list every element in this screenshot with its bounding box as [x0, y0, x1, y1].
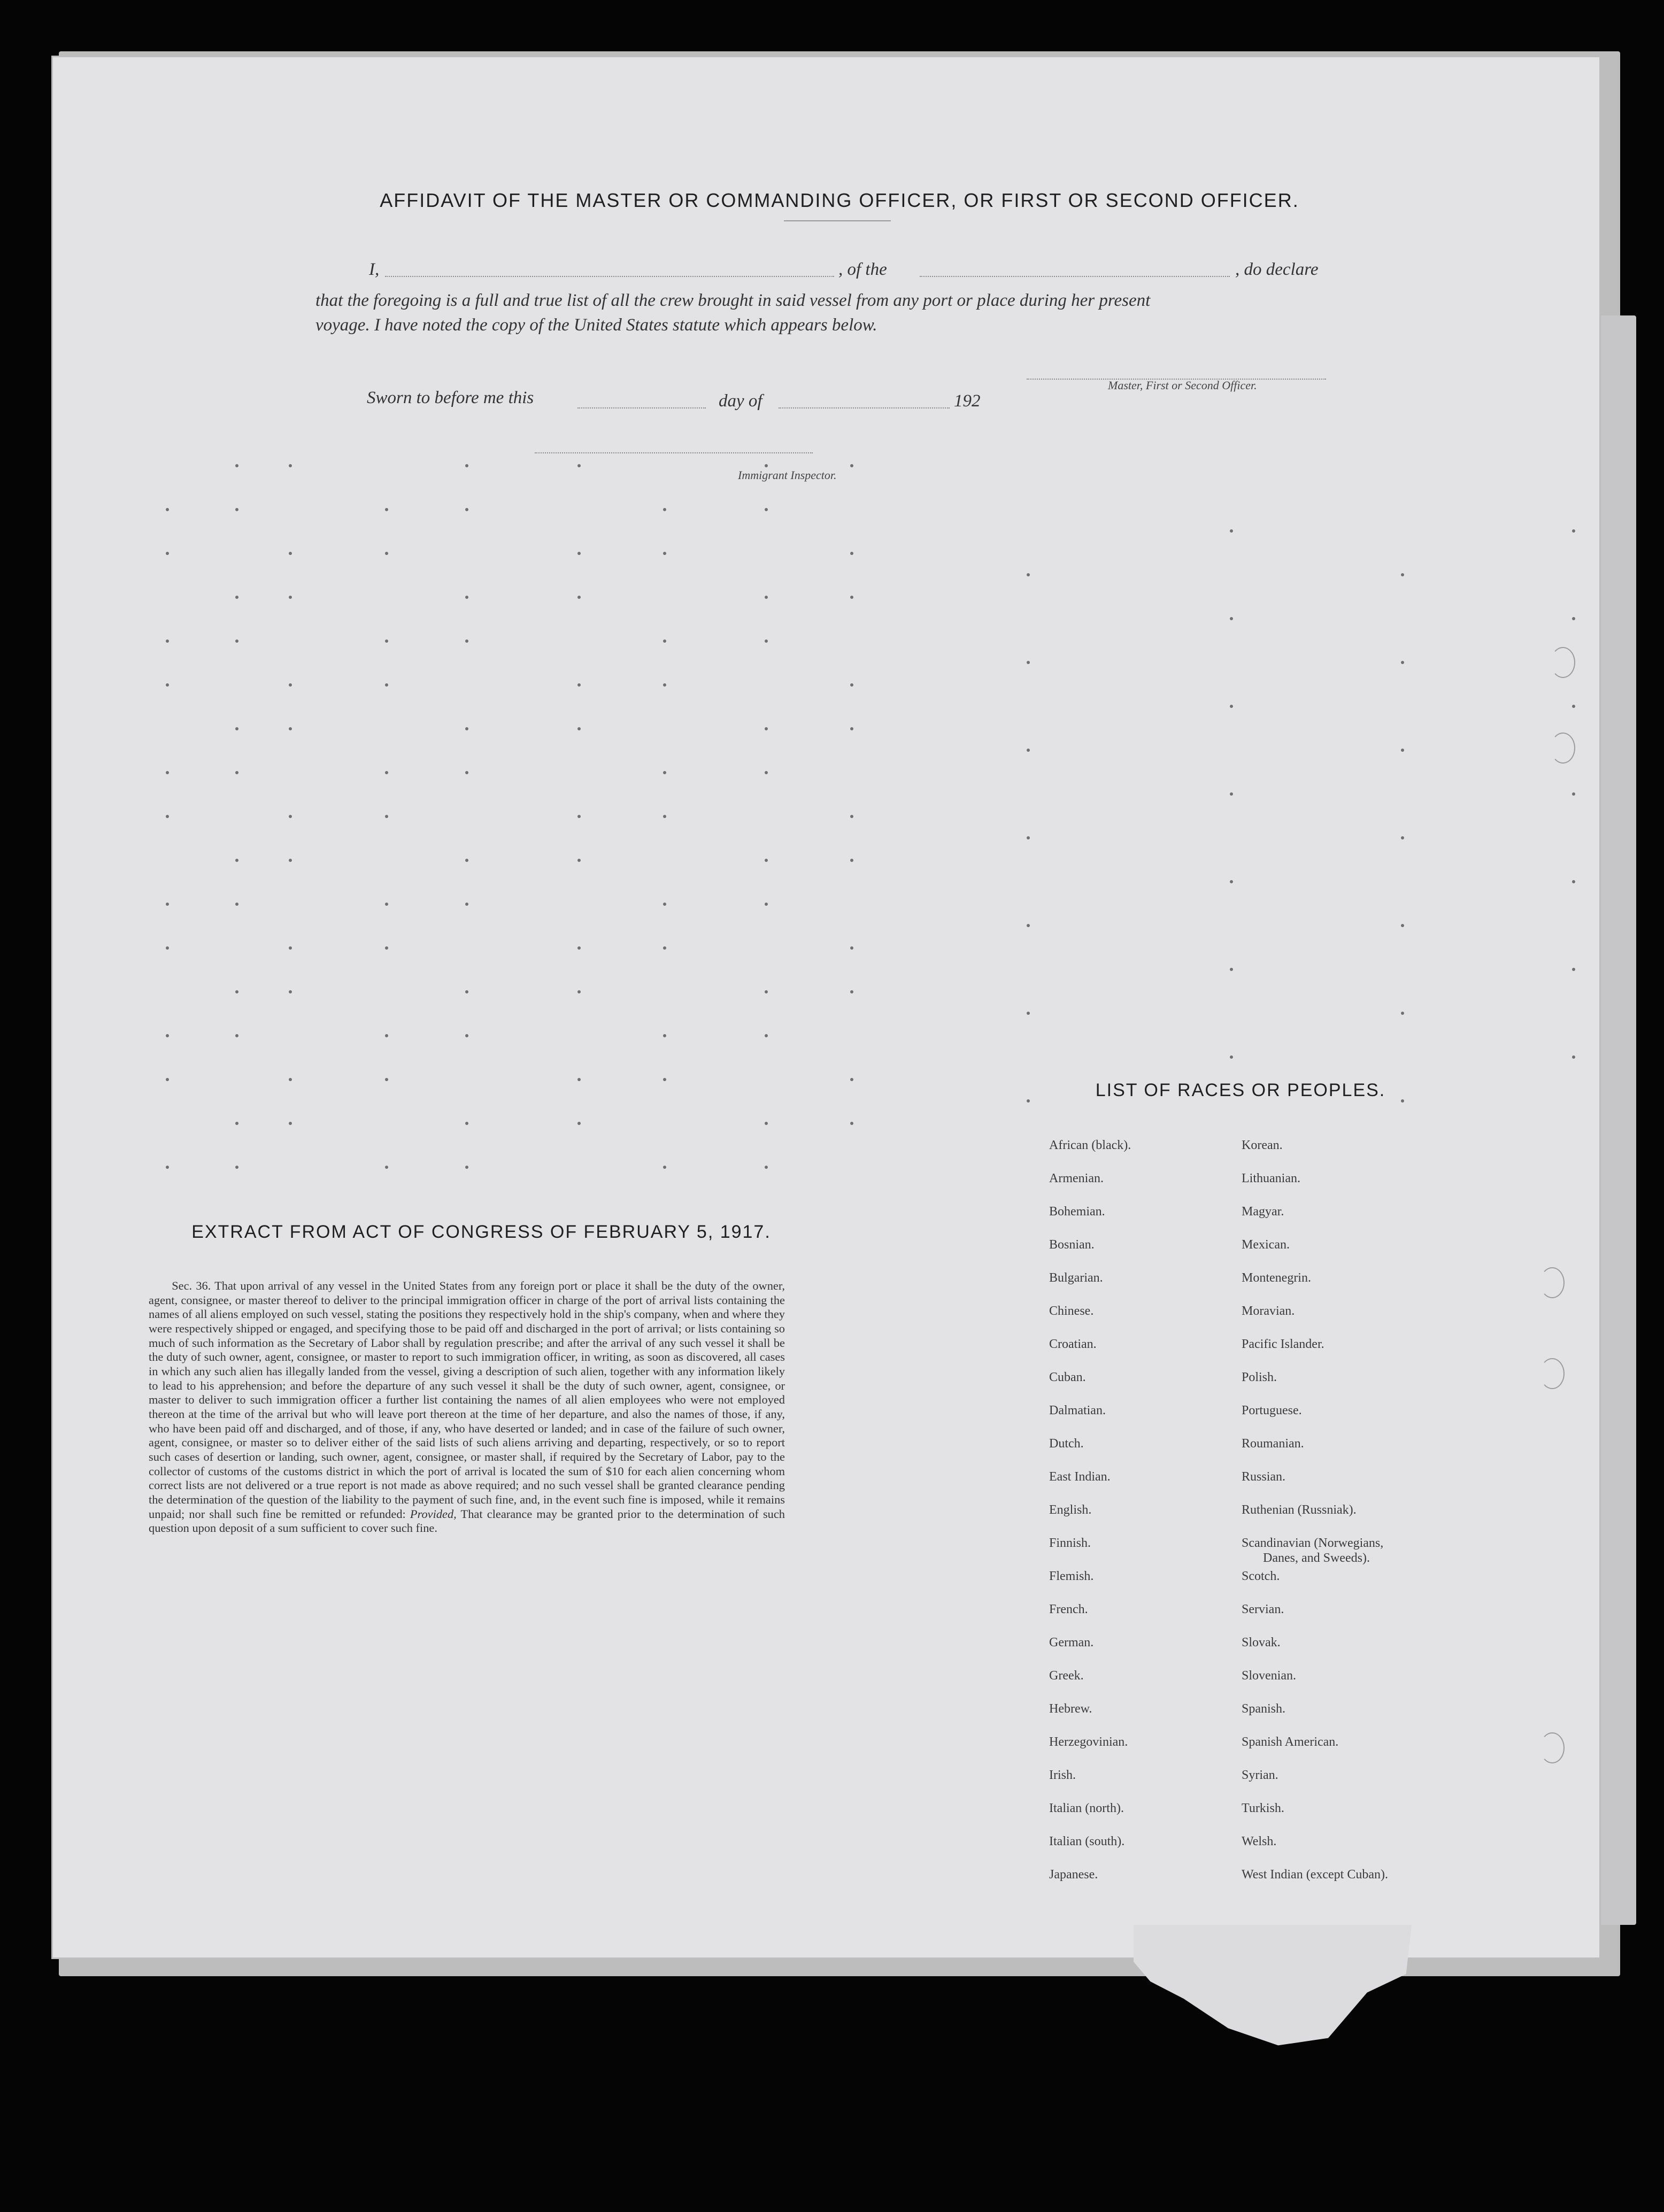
race-item: Turkish.	[1242, 1801, 1284, 1815]
race-item: Chinese.	[1049, 1304, 1094, 1318]
bleed-dot	[235, 771, 238, 774]
bleed-dot	[850, 859, 853, 862]
race-item: Finnish.	[1049, 1536, 1091, 1550]
bleed-dot	[166, 946, 169, 950]
race-item: Japanese.	[1049, 1868, 1098, 1882]
bleed-dot	[850, 990, 853, 993]
race-item: Dutch.	[1049, 1437, 1084, 1451]
bleed-dot	[765, 903, 768, 906]
affidavit-line-2: that the foregoing is a full and true list of all the crew brought in said vessel from any port or place during her present	[315, 291, 1151, 310]
bleed-dot	[577, 1122, 581, 1125]
bleed-dot	[166, 639, 169, 643]
bleed-dot	[385, 815, 388, 818]
race-item: Herzegovinian.	[1049, 1735, 1128, 1749]
bleed-dot	[289, 1122, 292, 1125]
statute-section: Sec. 36.	[172, 1279, 211, 1292]
bleed-dot	[663, 639, 666, 643]
extract-title: EXTRACT FROM ACT OF CONGRESS OF FEBRUARY 5, 1917.	[191, 1222, 771, 1242]
bleed-dot	[385, 508, 388, 511]
races-column-2	[1242, 1138, 1388, 1900]
race-item: Bosnian.	[1049, 1238, 1095, 1252]
bleed-dot	[235, 859, 238, 862]
bleed-dot	[465, 596, 468, 599]
bleed-dot	[1027, 1012, 1030, 1015]
bleed-dot	[289, 683, 292, 687]
bleed-dot	[663, 683, 666, 687]
bleed-dot	[385, 1078, 388, 1081]
bleed-dot	[577, 464, 581, 467]
bleed-dot	[1401, 661, 1404, 664]
bleed-dot	[663, 1166, 666, 1169]
bleed-dot	[1572, 968, 1575, 971]
bleed-dot	[663, 552, 666, 555]
page-edge-right	[1599, 315, 1636, 1925]
race-item: Hebrew.	[1049, 1702, 1092, 1716]
bleed-dot	[663, 946, 666, 950]
punch-hole-mark	[1540, 1358, 1565, 1389]
bleed-dot	[1401, 924, 1404, 927]
sworn-month-blank[interactable]	[779, 407, 950, 409]
inspector-signature-blank[interactable]	[535, 452, 813, 453]
bleed-dot	[289, 464, 292, 467]
punch-hole-mark	[1540, 1267, 1565, 1298]
bleed-dot	[765, 1034, 768, 1037]
bleed-dot	[1572, 617, 1575, 620]
statute-provided: Provided,	[410, 1507, 457, 1521]
affidavit-line-3: voyage. I have noted the copy of the United States statute which appears below.	[315, 315, 877, 335]
bleed-dot	[166, 1166, 169, 1169]
bleed-dot	[235, 639, 238, 643]
bleed-dot	[235, 464, 238, 467]
bleed-dot	[1401, 836, 1404, 839]
bleed-dot	[663, 508, 666, 511]
bleed-dot	[166, 683, 169, 687]
bleed-dot	[465, 727, 468, 730]
race-item: Portuguese.	[1242, 1404, 1302, 1417]
race-item: English.	[1049, 1503, 1092, 1517]
bleed-dot	[1027, 924, 1030, 927]
bleed-dot	[465, 639, 468, 643]
title-underline	[784, 220, 891, 221]
bleed-dot	[1027, 749, 1030, 752]
bleed-dot	[577, 946, 581, 950]
bleed-dot	[663, 771, 666, 774]
race-item: Slovak.	[1242, 1636, 1281, 1650]
bleed-dot	[663, 815, 666, 818]
race-item: Bohemian.	[1049, 1205, 1105, 1219]
bleed-dot	[1401, 1012, 1404, 1015]
bleed-dot	[577, 815, 581, 818]
bleed-dot	[1572, 529, 1575, 533]
inspector-label: Immigrant Inspector.	[738, 468, 837, 482]
bleed-dot	[765, 1122, 768, 1125]
name-blank[interactable]	[385, 276, 834, 277]
bleed-dot	[577, 683, 581, 687]
race-item: French.	[1049, 1602, 1088, 1616]
bleed-dot	[765, 859, 768, 862]
bleed-dot	[1027, 661, 1030, 664]
bleed-dot	[1572, 792, 1575, 796]
punch-hole-mark	[1540, 1732, 1565, 1763]
bleed-dot	[235, 1034, 238, 1037]
race-item: Greek.	[1049, 1669, 1084, 1683]
bleed-dot	[850, 596, 853, 599]
bleed-dot	[663, 1034, 666, 1037]
bleed-dot	[235, 903, 238, 906]
bleed-dot	[663, 1078, 666, 1081]
bleed-dot	[289, 552, 292, 555]
bleed-dot	[577, 1078, 581, 1081]
race-item: Magyar.	[1242, 1205, 1284, 1219]
bleed-dot	[235, 596, 238, 599]
race-item: Moravian.	[1242, 1304, 1295, 1318]
bleed-dot	[465, 1034, 468, 1037]
bleed-dot	[1572, 1055, 1575, 1059]
sworn-day-blank[interactable]	[577, 407, 706, 409]
statute-text	[149, 1279, 785, 1536]
bleed-dot	[765, 508, 768, 511]
affidavit-of-the: , of the	[838, 260, 887, 279]
bleed-dot	[765, 771, 768, 774]
race-item: Spanish.	[1242, 1702, 1286, 1716]
punch-hole-mark	[1551, 647, 1575, 678]
bleed-dot	[1230, 617, 1233, 620]
bleed-dot	[1230, 968, 1233, 971]
bleed-dot	[385, 946, 388, 950]
bleed-dot	[385, 1034, 388, 1037]
bleed-dot	[1401, 1099, 1404, 1103]
race-item: Servian.	[1242, 1602, 1284, 1616]
bleed-dot	[1027, 1099, 1030, 1103]
bleed-dot	[465, 1122, 468, 1125]
bleed-dot	[235, 508, 238, 511]
bleed-dot	[850, 946, 853, 950]
race-item-continuation: Danes, and Sweeds).	[1263, 1551, 1370, 1565]
race-item: Italian (north).	[1049, 1801, 1124, 1815]
race-item: Italian (south).	[1049, 1835, 1125, 1848]
race-item: Slovenian.	[1242, 1669, 1296, 1683]
bleed-dot	[1572, 705, 1575, 708]
bleed-dot	[1230, 705, 1233, 708]
bleed-dot	[289, 815, 292, 818]
affidavit-declare: , do declare	[1235, 260, 1319, 279]
bleed-dot	[166, 508, 169, 511]
bleed-dot	[385, 903, 388, 906]
statute-end: That clearance may be granted prior to the determination of such question upon deposit of a sum sufficient to cover such fine.	[149, 1507, 785, 1535]
bleed-dot	[385, 552, 388, 555]
bleed-dot	[577, 990, 581, 993]
bleed-dot	[1572, 880, 1575, 883]
bleed-dot	[765, 990, 768, 993]
bleed-dot	[850, 1078, 853, 1081]
bleed-dot	[1027, 573, 1030, 576]
bleed-dot	[1230, 529, 1233, 533]
statute-body: That upon arrival of any vessel in the United States from any foreign port or place it shall be the duty of the owner, agent, consignee, or master thereof to deliver to the principal immigration officer in charge of the port of arrival lists containing the names of all aliens employed on such vessel, stating the positions they respectively hold in the ship's company, when and where they were respectively shipped or engaged, and specifying those to be paid off and discharged in the port of arrival; or lists containing so much of such information as the Secretary of Labor shall by regulation prescribe; and after the arrival of any such vessel it shall be the duty of such owner, agent, consignee, or master to report to such immigration officer, in writing, as soon as discovered, all cases in which any such alien has illegally landed from the vessel, giving a description of such alien, together with any information likely to lead to his apprehension; and before the departure of any such vessel it shall be the duty of such owner, agent, consignee, or master to deliver to such immigration officer a further list containing the names of all alien employees who were not employed thereon at the time of the arrival but who will leave port thereon at the time of her departure, and also the names of those, if any, who have been paid off and discharged, and of those, if any, who have deserted or landed; and in case of the failure of such owner, agent, consignee, or master so to deliver either of the said lists of such aliens arriving and departing, respectively, or so to report such cases of desertion or landing, such owner, agent, consignee, or master shall, if required by the Secretary of Labor, pay to the collector of customs of the customs district in which the port of arrival is located the sum of $10 for each alien concerning whom correct lists are not delivered or a true report is not made as above required; and no such vessel shall be granted clearance pending the determination of the question of the liability to the payment of such fine, and, in the event such fine is imposed, while it remains unpaid; nor shall such fine be remitted or refunded:	[149, 1279, 785, 1521]
bleed-dot	[465, 990, 468, 993]
bleed-dot	[166, 771, 169, 774]
bleed-dot	[577, 552, 581, 555]
race-item: Welsh.	[1242, 1835, 1277, 1848]
bleed-dot	[289, 990, 292, 993]
bleed-dot	[289, 1078, 292, 1081]
race-item: Irish.	[1049, 1768, 1076, 1782]
bleed-dot	[577, 727, 581, 730]
race-item: Montenegrin.	[1242, 1271, 1311, 1285]
race-item: Russian.	[1242, 1470, 1286, 1484]
bleed-dot	[765, 639, 768, 643]
bleed-dot	[289, 946, 292, 950]
torn-paper-edge	[1134, 1925, 1412, 2048]
bleed-dot	[385, 1166, 388, 1169]
bleed-dot	[850, 552, 853, 555]
bleed-dot	[1027, 836, 1030, 839]
bleed-dot	[465, 771, 468, 774]
vessel-blank[interactable]	[920, 276, 1230, 277]
race-item: Syrian.	[1242, 1768, 1278, 1782]
race-item: Lithuanian.	[1242, 1171, 1300, 1185]
bleed-dot	[385, 771, 388, 774]
race-item: Bulgarian.	[1049, 1271, 1103, 1285]
bleed-dot	[765, 1166, 768, 1169]
bleed-dot	[765, 464, 768, 467]
bleed-dot	[235, 1122, 238, 1125]
bleed-dot	[765, 727, 768, 730]
race-item: West Indian (except Cuban).	[1242, 1868, 1388, 1882]
races-title: LIST OF RACES OR PEOPLES.	[1095, 1080, 1386, 1100]
bleed-dot	[166, 552, 169, 555]
bleed-dot	[289, 596, 292, 599]
affidavit-title: AFFIDAVIT OF THE MASTER OR COMMANDING OFFICER, OR FIRST OR SECOND OFFICER.	[380, 189, 1299, 211]
bleed-dot	[465, 859, 468, 862]
bleed-dot	[465, 1166, 468, 1169]
race-item	[1242, 1536, 1388, 1569]
bleed-dot	[465, 464, 468, 467]
bleed-dot	[235, 1166, 238, 1169]
bleed-dot	[166, 903, 169, 906]
race-item-part: Scandinavian (Norwegians,	[1242, 1536, 1384, 1550]
race-item: Croatian.	[1049, 1337, 1097, 1351]
bleed-dot	[166, 1034, 169, 1037]
race-item: Ruthenian (Russniak).	[1242, 1503, 1357, 1517]
race-item: Korean.	[1242, 1138, 1283, 1152]
race-item: German.	[1049, 1636, 1094, 1650]
bleed-dot	[235, 990, 238, 993]
bleed-dot	[850, 727, 853, 730]
race-item: Spanish American.	[1242, 1735, 1339, 1749]
sworn-text: Sworn to before me this	[367, 388, 534, 407]
race-item: Cuban.	[1049, 1370, 1086, 1384]
bleed-dot	[465, 903, 468, 906]
year-text: 192	[954, 391, 981, 411]
punch-hole-mark	[1551, 733, 1575, 764]
bleed-dot	[166, 1078, 169, 1081]
bleed-dot	[385, 683, 388, 687]
race-item: Scotch.	[1242, 1569, 1280, 1583]
bleed-dot	[765, 596, 768, 599]
bleed-dot	[289, 727, 292, 730]
races-column-1	[1049, 1138, 1131, 1900]
bleed-dot	[385, 639, 388, 643]
race-item: East Indian.	[1049, 1470, 1111, 1484]
race-item: Armenian.	[1049, 1171, 1104, 1185]
bleed-dot	[850, 815, 853, 818]
bleed-dot	[850, 464, 853, 467]
bleed-dot	[1401, 573, 1404, 576]
affidavit-i: I,	[369, 260, 380, 279]
bleed-dot	[663, 903, 666, 906]
race-item: Flemish.	[1049, 1569, 1094, 1583]
race-item: Roumanian.	[1242, 1437, 1304, 1451]
bleed-dot	[235, 727, 238, 730]
race-item: Polish.	[1242, 1370, 1277, 1384]
race-item: African (black).	[1049, 1138, 1131, 1152]
bleed-dot	[577, 596, 581, 599]
signature-label: Master, First or Second Officer.	[1108, 379, 1257, 392]
bleed-dot	[289, 859, 292, 862]
race-item: Dalmatian.	[1049, 1404, 1106, 1417]
bleed-dot	[1230, 792, 1233, 796]
day-of-text: day of	[719, 391, 762, 411]
bleed-dot	[577, 859, 581, 862]
bleed-dot	[166, 815, 169, 818]
bleed-dot	[850, 1122, 853, 1125]
bleed-dot	[850, 683, 853, 687]
bleed-dot	[1230, 880, 1233, 883]
bleed-dot	[1230, 1055, 1233, 1059]
bleed-dot	[465, 508, 468, 511]
race-item: Mexican.	[1242, 1238, 1290, 1252]
bleed-dot	[1401, 749, 1404, 752]
race-item: Pacific Islander.	[1242, 1337, 1324, 1351]
